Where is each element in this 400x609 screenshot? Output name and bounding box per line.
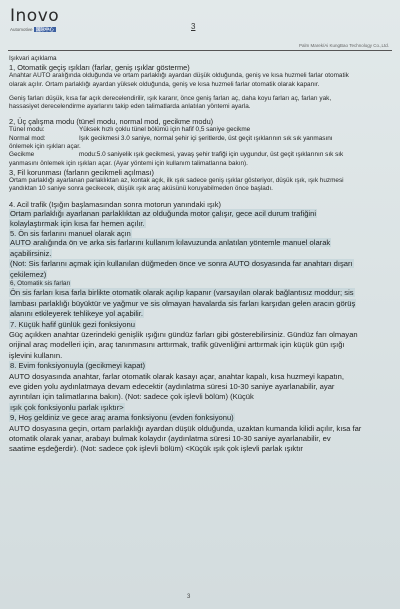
brand-logo-subtitle	[10, 27, 56, 33]
section-3-title: 3, Fil korunması (farların gecikmeli açılması)	[9, 167, 154, 177]
section-5-note: (Not: Sis farlarını açmak için kullanılan düğmeden önce ve sonra AUTO dosyasında far anahtarı dışarı	[10, 259, 353, 269]
mode-delay	[9, 151, 390, 159]
section-2-title: 2, Üç çalışma modu (tünel modu, normal mod, gecikme modu)	[9, 117, 214, 127]
mode-tunnel	[9, 126, 390, 134]
section-3-line: Ortam parlaklığı ayarlanan parlaklıktan az, kontak açık, ilk ışık sadece geniş ışıklar gösteriyor, düşük ışık, ışık huzmesi	[9, 176, 344, 184]
section-9-line: otomatik olarak yanar, arabayı bulmak kolaydır (aydınlatma süresi 10-30 saniye ayarlanabilir, ev	[9, 433, 331, 443]
section-8-line: ayrıntıları için talimatlarına bakın). (Not: sadece çok işlevli bölüm) (Küçük	[9, 392, 254, 402]
section-8-line: eve giden yolu aydınlatmaya devam edecektir (aydınlatma süresi 10-30 saniye ayarlanabilir, ayar	[9, 381, 335, 391]
section-5-title: 5. Ön sis farlarını manuel olarak açın	[10, 229, 131, 239]
section-9-line: saatime eşdeğerdir). (Not: sadece çok işlevli bölüm) <Küçük ışık çok işlevli parlak ışıktır	[9, 444, 303, 454]
brand-logo: Inovo	[10, 6, 60, 26]
section-9-line: AUTO dosyasına geçin, ortam parlaklığı ayardan düşük olduğunda, uzaktan kumanda kilidi açılır, kısa far	[9, 423, 362, 433]
section-1-line: Geniş farları düşük, kısa far açık derecelendirilir, ışık kararır, önce geniş farları aç, daha koyu farları aç, farları yak,	[9, 94, 332, 102]
logo-sub-badge: 国际中心	[35, 27, 54, 32]
section-7-line: orijinal araç modelleri için, araç tanınmasını arttırmak, trafik güvenliğini arttırmak için küçük gün ışığı	[9, 340, 345, 350]
mode-normal	[9, 135, 390, 143]
section-1-title: 1, Otomatik geçiş ışıkları (farlar, geniş ışıklar gösterme)	[9, 63, 190, 73]
mode-key: Tünel modu:	[9, 126, 45, 134]
section-4-line: kolaylaştırmak için kısa far hemen açılır.	[10, 218, 145, 228]
section-7-line: işlevini kullanın.	[9, 350, 63, 360]
section-6-line: lambası parlaklığı büyüktür ve yağmur ve sis olmayan havalarda sis farları karşıdan gelen aracın görüş	[10, 298, 356, 308]
section-1-line: hassasiyet derecelendirme ayarlarını takip eden talimatlarda anlatılan yöntemi ayarla.	[9, 103, 251, 111]
section-7-line: Güç açıkken anahtar üzerindeki genişlik ışığını gündüz farları gibi gösterebilirsiniz. Gündüz farı olmayan	[9, 329, 358, 339]
section-6-title: 6, Otomatik sis farları	[10, 280, 71, 287]
page-number: 3	[187, 594, 191, 600]
company-name: Palm Marek/Ai KungBao Technology Co.,Ltd.	[299, 43, 389, 48]
mode-value: modu:5.0 saniyelik ışık gecikmesi, yavaş şehir trafiği için uygundur, üst geçit ışıklarının sık sık	[79, 151, 344, 159]
section-4-line: Ortam parlaklığı ayarlanan parlaklıktan az olduğunda motor çalışır, gece acil durum trafiğini	[10, 208, 317, 218]
section-6-line: alanını etkileyerek tehlikeye yol açabilir.	[10, 309, 143, 319]
section-5-line: açabilirsiniz.	[10, 248, 52, 258]
mode-key: Normal mod:	[9, 134, 46, 142]
section-8-title: 8. Evim fonksiyonuyla (gecikmeyi kapat)	[10, 361, 146, 371]
section-1-line: olarak açılır. Ortam parlaklığı ayardan yüksek olduğunda, geniş ve kısa huzmeli farlar otomatik olarak kapanır.	[9, 80, 320, 88]
section-3-line: yandıktan 10 saniye sonra gecikecek, düşük ışık araç aküsünü koruyabilmeden önce başladı.	[9, 185, 273, 193]
manual-content	[9, 55, 390, 455]
section-7-title: 7. Küçük hafif günlük gezi fonksiyonu	[10, 319, 135, 329]
mode-value: Işık gecikmesi 3.0 saniye, normal şehir içi şeritlerde, üst geçit ışıklarının sık sık yanmasını	[79, 134, 333, 142]
page-marker: 3	[191, 22, 196, 31]
section-8-line: AUTO dosyasında anahtar, farlar otomatik olarak kasayı açar, anahtar kapalı, kısa huzmeyi kapatın,	[9, 371, 345, 381]
logo-sub-text: Automotive	[10, 27, 33, 32]
section-6-line: Ön sis farları kısa farla birlikte otomatik olarak açılıp kapanır (varsayılan olarak bağlantısız moddur; sis	[10, 288, 354, 298]
mode-value: Yüksek hızlı çoklu tünel bölümü için hafif 0,5 saniye gecikme	[79, 126, 251, 134]
mode-continuation: yanmasını önlemek için ışıkları açar. (Ayar yöntemi için kullanım talimatlarına bakın).	[9, 159, 248, 167]
section-4-title: 4. Acil trafik (Işığın başlamasından sonra motorun yanındaki ışık)	[9, 199, 221, 209]
section-5-note: çekilemez)	[10, 269, 47, 279]
mode-continuation: önlemek için ışıkları açar.	[9, 143, 81, 151]
section-9-title: 9, Hoş geldiniz ve gece araç arama fonksiyonu (evden fonksiyonu)	[10, 413, 234, 423]
section-1-line: Anahtar AUTO aralığında olduğunda ve ortam parlaklığı ayardan düşük olduğunda, geniş ve kısa huzmeli farlar otomatik	[9, 72, 349, 80]
section-8-line: ışık çok fonksiyonlu parlak ışıktır>	[10, 402, 124, 412]
section-5-line: AUTO aralığında ön ve arka sis farlarını kullanım kılavuzunda anlatılan yöntemle manuel olarak	[10, 238, 331, 248]
label-title: Işıkvari açıklama	[9, 55, 57, 62]
header-divider	[8, 50, 392, 51]
mode-key: Gecikme	[9, 151, 35, 159]
